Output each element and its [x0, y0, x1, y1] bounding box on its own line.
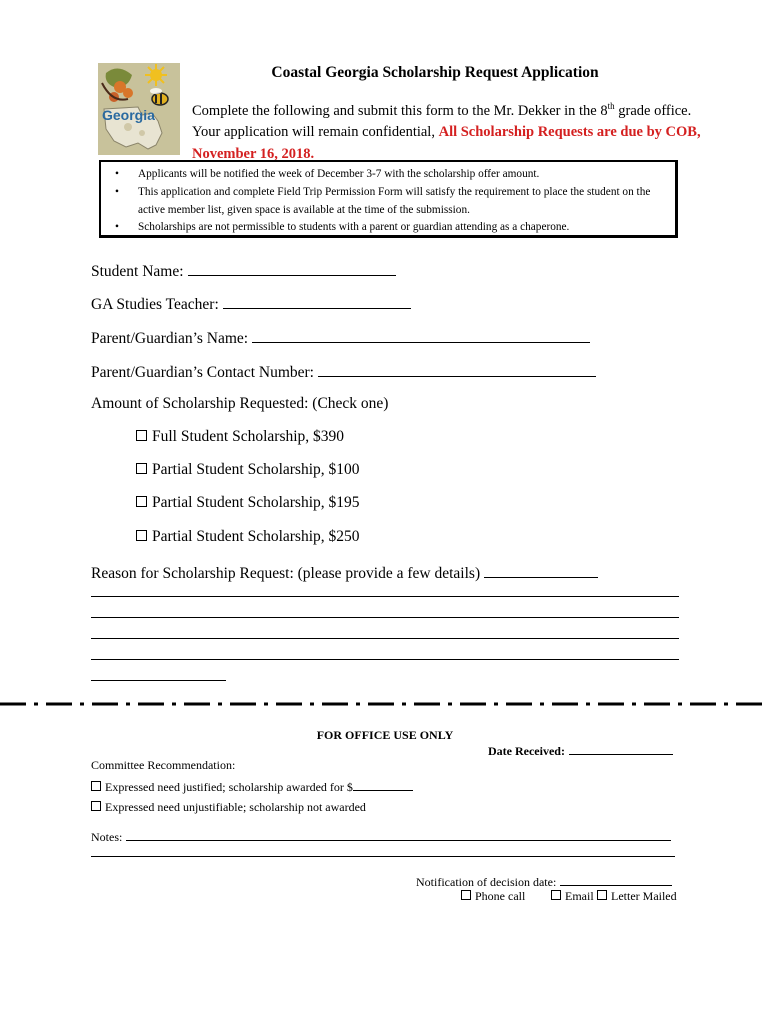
teacher-field[interactable]: [91, 293, 411, 314]
date-received-label: Date Received:: [488, 744, 565, 758]
checkbox[interactable]: [597, 890, 607, 900]
phone-label: Phone call: [475, 889, 526, 903]
logo-text: Georgia: [102, 107, 155, 123]
unjustifiable-option[interactable]: [91, 800, 366, 815]
option-partial-250[interactable]: [136, 528, 360, 546]
notice-bullet: • Scholarships are not permissible to students with a parent or guardian attending as a chaperone.: [101, 219, 675, 237]
checkbox[interactable]: [551, 890, 561, 900]
notice-box: [99, 160, 678, 238]
amount-label: Amount of Scholarship Requested: (Check one): [91, 395, 389, 412]
teacher-line[interactable]: [223, 293, 411, 309]
email-option[interactable]: [551, 889, 594, 904]
option-label: Partial Student Scholarship, $100: [152, 461, 360, 478]
notification-field[interactable]: [416, 874, 672, 890]
option-partial-100[interactable]: [136, 461, 360, 479]
checkbox[interactable]: [91, 781, 101, 791]
notes-label: Notes:: [91, 830, 123, 844]
reason-field[interactable]: [91, 562, 598, 583]
notes-field[interactable]: [91, 829, 671, 845]
reason-line[interactable]: [91, 617, 679, 618]
parent-contact-line[interactable]: [318, 361, 596, 377]
notification-label: Notification of decision date:: [416, 875, 557, 889]
award-amount-line[interactable]: [353, 779, 413, 791]
phone-option[interactable]: [461, 889, 525, 904]
letter-option[interactable]: [597, 889, 677, 904]
student-name-line[interactable]: [188, 260, 396, 276]
reason-line[interactable]: [484, 562, 598, 578]
justified-label: Expressed need justified; scholarship awarded for $: [105, 780, 353, 794]
checkbox[interactable]: [91, 801, 101, 811]
parent-name-line[interactable]: [252, 327, 590, 343]
notice-bullet: • Applicants will be notified the week of December 3-7 with the scholarship offer amount.: [101, 166, 675, 184]
teacher-label: GA Studies Teacher:: [91, 296, 219, 313]
option-label: Full Student Scholarship, $390: [152, 428, 345, 445]
committee-label: Committee Recommendation:: [91, 758, 236, 772]
intro-line1-end: grade office.: [614, 102, 692, 119]
cut-line: [0, 702, 770, 706]
option-partial-195[interactable]: [136, 494, 360, 512]
reason-line[interactable]: [91, 659, 679, 660]
letter-label: Letter Mailed: [611, 889, 677, 903]
reason-label: Reason for Scholarship Request: (please provide a few details): [91, 565, 481, 582]
checkbox[interactable]: [136, 430, 147, 441]
parent-name-label: Parent/Guardian’s Name:: [91, 330, 249, 347]
date-received-line[interactable]: [569, 743, 673, 755]
option-label: Partial Student Scholarship, $250: [152, 528, 360, 545]
student-name-label: Student Name:: [91, 263, 184, 280]
option-label: Partial Student Scholarship, $195: [152, 494, 360, 511]
parent-contact-label: Parent/Guardian’s Contact Number:: [91, 364, 314, 381]
georgia-logo: [98, 63, 180, 155]
parent-name-field[interactable]: [91, 327, 590, 348]
date-received-field[interactable]: [488, 743, 673, 759]
office-use-heading: FOR OFFICE USE ONLY: [316, 728, 454, 742]
student-name-field[interactable]: [91, 260, 396, 281]
due-date-notice: All Scholarship Requests are due by COB, November 16, 2018.: [192, 124, 701, 162]
reason-line[interactable]: [91, 596, 679, 597]
checkbox[interactable]: [136, 530, 147, 541]
justified-option[interactable]: [91, 779, 413, 795]
notes-line[interactable]: [91, 856, 675, 857]
checkbox[interactable]: [136, 463, 147, 474]
reason-line[interactable]: [91, 638, 679, 639]
notification-line[interactable]: [560, 874, 672, 886]
intro-text: [192, 96, 712, 165]
checkbox[interactable]: [461, 890, 471, 900]
intro-line1: Complete the following and submit this form to the Mr. Dekker in the 8: [192, 102, 608, 119]
intro-sup: th: [607, 101, 615, 111]
reason-line[interactable]: [91, 680, 226, 681]
notice-bullet: • This application and complete Field Trip Permission Form will satisfy the requirement to place the student on the active member list, given space is available at the time of the submission.: [101, 184, 675, 220]
notes-line[interactable]: [126, 829, 671, 841]
page-title: Coastal Georgia Scholarship Request Application: [271, 64, 599, 81]
checkbox[interactable]: [136, 496, 147, 507]
option-full-390[interactable]: [136, 428, 344, 446]
email-label: Email: [565, 889, 594, 903]
unjustifiable-label: Expressed need unjustifiable; scholarship not awarded: [105, 800, 366, 814]
intro-line2: Your application will remain confidential,: [192, 124, 439, 141]
parent-contact-field[interactable]: [91, 361, 596, 382]
